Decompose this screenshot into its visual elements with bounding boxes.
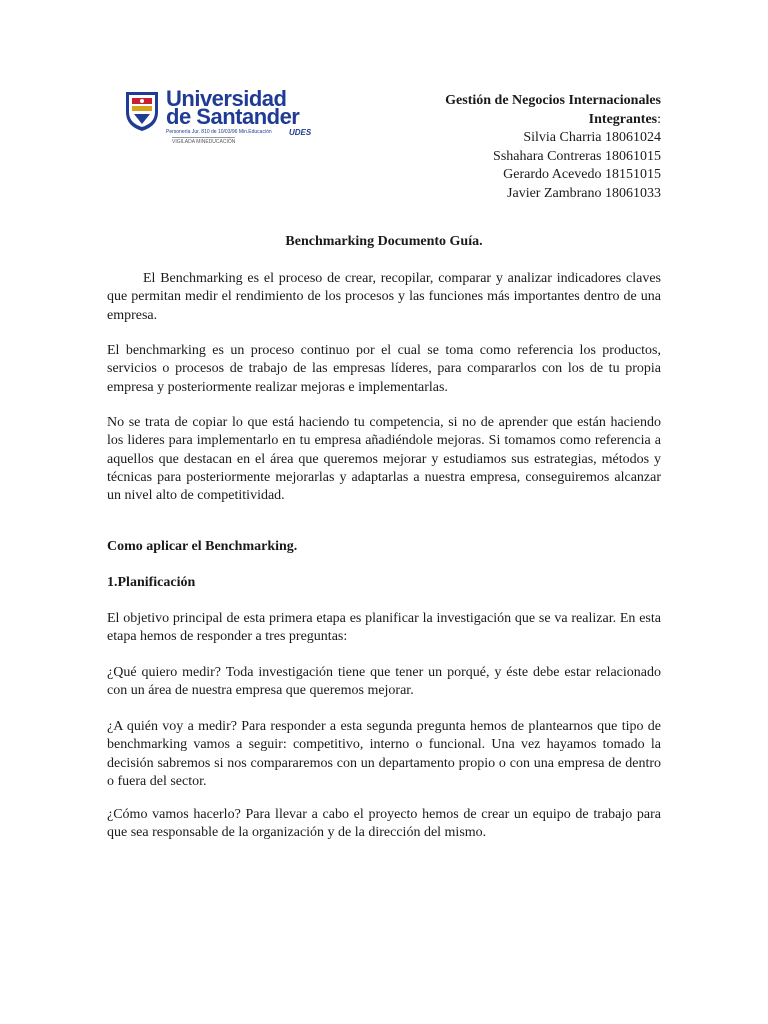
header-info <box>445 92 661 203</box>
university-logo <box>124 86 314 150</box>
logo-brand: UDES <box>289 128 312 137</box>
intro-paragraph-1: El Benchmarking es el proceso de crear, recopilar, comparar y analizar indicadores claves que permitan medir el rendimiento de los procesos y las funciones más importantes dentro de una empresa. <box>107 271 661 323</box>
intro-paragraph-3: No se trata de copiar lo que está haciendo tu competencia, si no de aprender que están haciendo los lideres para implementarlo en tu empresa añadiéndole mejoras. Si tomamos como referencia a aquellos que destacan en el área que queremos mejorar y estudiamos sus estrategias, métodos y técnicas para posteriormente mejorarlas y adaptarlas a nuestra empresa, conseguiremos alcanzar un nivel alto de competitividad. <box>107 415 661 504</box>
question-2-paragraph: ¿A quién voy a medir? Para responder a esta segunda pregunta hemos de plantearnos que tipo de benchmarking vamos a seguir: competitivo, interno o funcional. Una vez hayamos tomado la decisión sabremos si nos compararemos con un departamento propio o con una empresa de dentro o fuera del sector. <box>107 719 661 789</box>
step-intro-paragraph: El objetivo principal de esta primera etapa es planificar la investigación que se va realizar. En esta etapa hemos de responder a tres preguntas: <box>107 611 661 645</box>
member-1: Silvia Charria 18061024 <box>523 130 661 145</box>
members-colon: : <box>657 111 661 127</box>
member-2: Sshahara Contreras 18061015 <box>493 148 661 164</box>
program-name: Gestión de Negocios Internacionales <box>445 93 661 108</box>
logo-tagline: Personería Jur. 810 de 10/03/96 Min.Educación <box>166 129 272 135</box>
step-heading: 1.Planificación <box>107 575 196 590</box>
logo-line-1: Universidad <box>166 86 287 111</box>
members-label-line <box>445 111 661 130</box>
member-4: Javier Zambrano 18061033 <box>507 185 661 201</box>
members-label: Integrantes <box>588 111 658 127</box>
question-1-paragraph: ¿Qué quiero medir? Toda investigación tiene que tener un porqué, y éste debe estar relacionado con un área de nuestra empresa que queremos mejorar. <box>107 665 661 699</box>
member-3: Gerardo Acevedo 18151015 <box>503 167 661 182</box>
section-heading: Como aplicar el Benchmarking. <box>107 539 298 554</box>
document-title: Benchmarking Documento Guía. <box>285 234 483 249</box>
logo-line-2: de Santander <box>166 104 300 129</box>
question-3-paragraph: ¿Cómo vamos hacerlo? Para llevar a cabo el proyecto hemos de crear un equipo de trabajo para que sea responsable de la organización y de la dirección del mismo. <box>107 807 661 841</box>
logo-tagline-2: VIGILADA MINEDUCACIÓN <box>172 139 236 145</box>
intro-paragraph-2: El benchmarking es un proceso continuo por el cual se toma como referencia los productos, servicios o procesos de trabajo de las empresas líderes, para compararlos con los de tu propia empresa y posteriormente realizar mejoras e implementarlas. <box>107 343 661 395</box>
university-crest-icon <box>124 88 160 132</box>
